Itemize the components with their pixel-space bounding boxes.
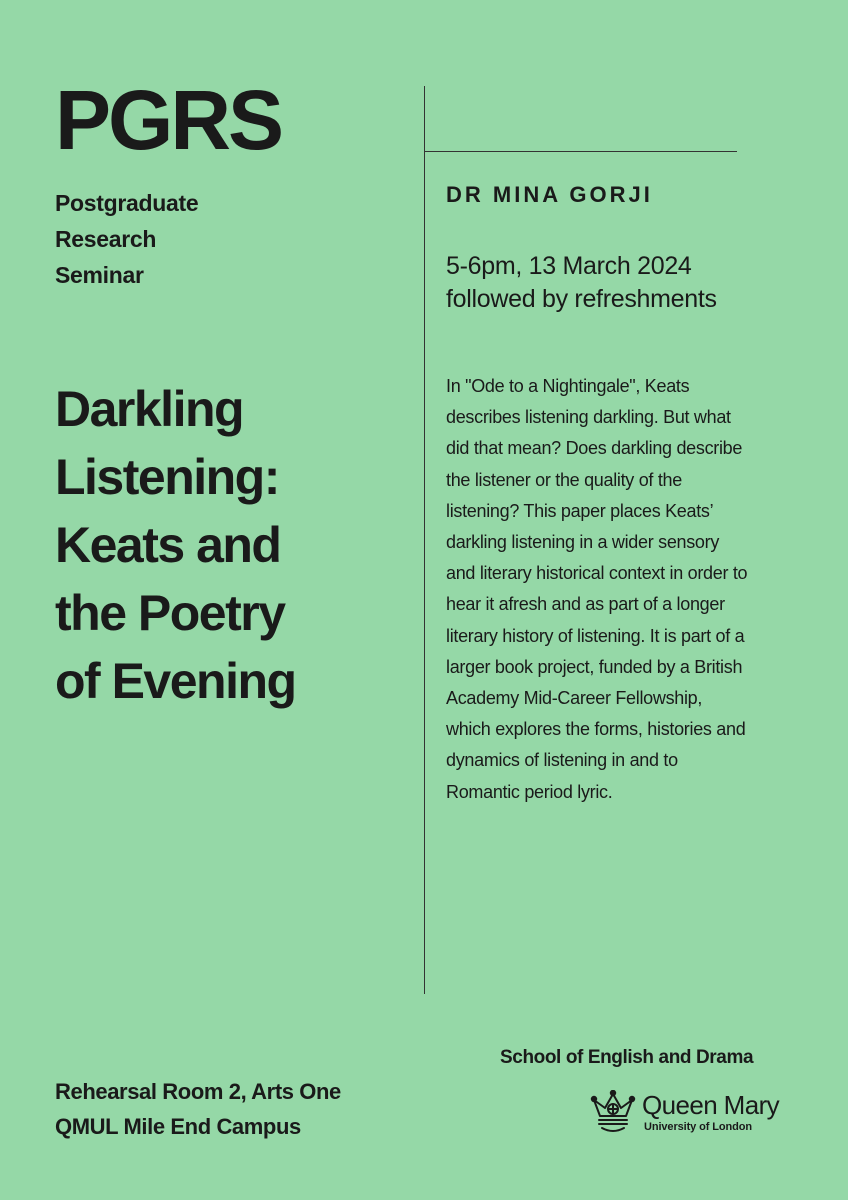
horizontal-divider <box>424 151 737 152</box>
abstract-line: literary history of listening. It is part of a <box>446 625 745 646</box>
title-line: Listening: <box>55 449 279 505</box>
school-name: School of English and Drama <box>500 1047 754 1068</box>
logo-name: Queen Mary <box>642 1090 780 1120</box>
location-line: Rehearsal Room 2, Arts One <box>55 1079 341 1104</box>
abstract-line: hear it afresh and as part of a longer <box>446 594 725 615</box>
crown-icon <box>588 1090 638 1136</box>
subtitle-line: Seminar <box>55 262 144 288</box>
abstract-line: Romantic period lyric. <box>446 781 613 802</box>
abstract-line: did that mean? Does darkling describe <box>446 438 743 459</box>
subtitle-line: Postgraduate <box>55 190 199 216</box>
seminar-subtitle <box>55 185 198 293</box>
event-datetime <box>446 250 717 316</box>
abstract-line: the listener or the quality of the <box>446 469 682 490</box>
logo-subname: University of London <box>644 1121 753 1133</box>
page-acronym: PGRS <box>55 73 282 167</box>
abstract-line: Academy Mid-Career Fellowship, <box>446 688 703 709</box>
queen-mary-logo <box>588 1090 788 1140</box>
speaker-name: DR MINA GORJI <box>446 182 653 207</box>
datetime-line: 5-6pm, 13 March 2024 <box>446 252 692 280</box>
abstract-line: darkling listening in a wider sensory <box>446 532 720 553</box>
title-line: Keats and <box>55 517 281 573</box>
abstract-line: and literary historical context in order to <box>446 563 748 584</box>
datetime-line: followed by refreshments <box>446 285 717 313</box>
abstract-line: which explores the forms, histories and <box>446 719 746 740</box>
abstract-line: describes listening darkling. But what <box>446 407 731 428</box>
talk-title <box>55 375 296 715</box>
title-line: Darkling <box>55 381 244 437</box>
title-line: of Evening <box>55 653 296 709</box>
event-location <box>55 1074 341 1144</box>
abstract-line: listening? This paper places Keats’ <box>446 500 714 521</box>
title-line: the Poetry <box>55 585 285 641</box>
talk-abstract <box>446 371 796 808</box>
subtitle-line: Research <box>55 226 157 252</box>
abstract-line: dynamics of listening in and to <box>446 750 678 771</box>
vertical-divider <box>424 86 425 994</box>
abstract-line: larger book project, funded by a British <box>446 656 743 677</box>
abstract-line: In "Ode to a Nightingale", Keats <box>446 376 690 396</box>
location-line: QMUL Mile End Campus <box>55 1114 301 1139</box>
